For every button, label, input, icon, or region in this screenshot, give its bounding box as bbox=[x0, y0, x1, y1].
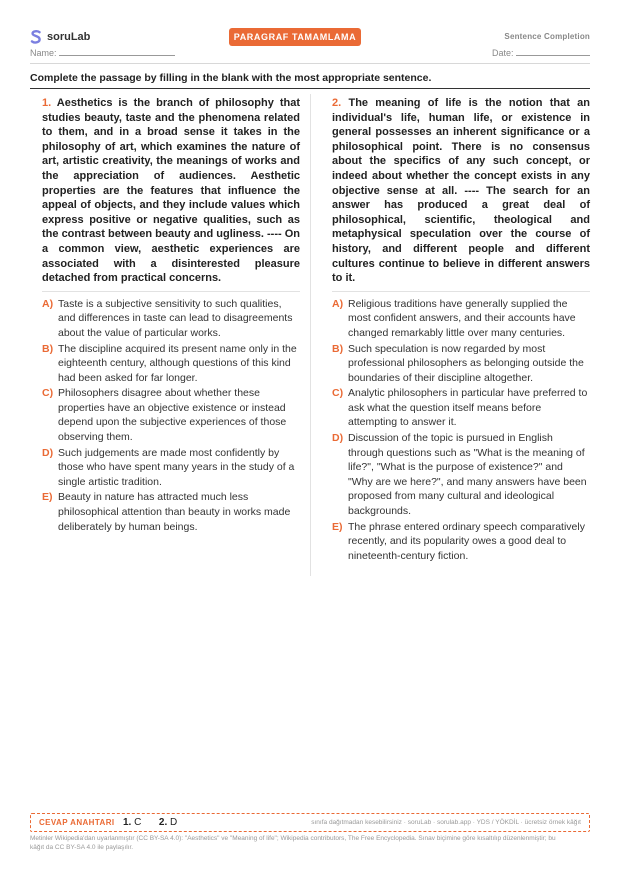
option-letter: D) bbox=[42, 446, 54, 459]
s-logo-icon bbox=[30, 30, 42, 44]
option-text: The phrase entered ordinary speech comparatively recently, and its popularity owes a good deal to nineteenth-century fiction. bbox=[348, 520, 585, 562]
answer-1-number: 1. bbox=[123, 817, 132, 828]
answer-key-title: CEVAP ANAHTARI bbox=[39, 818, 115, 827]
instruction-text: Complete the passage by filling in the blank with the most appropriate sentence. bbox=[30, 72, 432, 84]
question-1-option-d[interactable] bbox=[42, 446, 300, 490]
option-letter: B) bbox=[42, 342, 54, 355]
question-1-option-a[interactable] bbox=[42, 297, 300, 341]
answer-key-info: sınıfa dağıtmadan kesebilirsiniz · soruLab · sorulab.app · YDS / YÖKDİL · ücretsiz örnek kâğıt bbox=[311, 819, 581, 826]
answer-1-value: C bbox=[134, 817, 142, 828]
date-label: Date: bbox=[491, 48, 514, 58]
option-letter: C) bbox=[332, 387, 344, 400]
question-2-passage bbox=[332, 96, 590, 286]
name-label: Name: bbox=[30, 48, 57, 58]
question-1 bbox=[42, 96, 300, 535]
question-1-options bbox=[42, 297, 300, 535]
date-blank-line bbox=[516, 48, 590, 56]
instruction-divider bbox=[30, 88, 590, 89]
option-text: Discussion of the topic is pursued in English through questions such as "What is the meaning of life?", "What is the purpose of existence?" and "Why are we here?", and many answers have been proposed from many cultural and ideological backgrounds. bbox=[348, 432, 587, 518]
question-2-options bbox=[332, 297, 590, 564]
option-letter: E) bbox=[42, 491, 53, 504]
question-1-divider bbox=[42, 291, 300, 292]
question-1-option-e[interactable] bbox=[42, 490, 300, 534]
question-2-divider bbox=[332, 291, 590, 292]
name-date-row bbox=[30, 48, 590, 62]
question-2-option-b[interactable] bbox=[332, 342, 590, 386]
option-text: Taste is a subjective sensitivity to such qualities, and differences in taste can lead to disagreements about the value of particular works. bbox=[58, 297, 293, 339]
section-badge: PARAGRAF TAMAMLAMA bbox=[229, 28, 361, 46]
question-2-text: The meaning of life is the notion that an individual's life, human life, or existence in general possesses an inherent significance or a philosophical point. There is no consensus about the specifics of any such concept, or indeed about whether the concept exists in any objective sense at all. ---- The search for an answer has produced a great deal of philosophical, scientific, theological and metaphysical speculation over the course of history, and different people and different cultures continue to believe in different answers to it. bbox=[332, 97, 590, 285]
section-label: Sentence Completion bbox=[504, 32, 590, 41]
option-letter: C) bbox=[42, 387, 54, 400]
question-2-number: 2. bbox=[332, 97, 342, 109]
answer-key-box bbox=[30, 813, 590, 832]
question-2 bbox=[332, 96, 590, 564]
question-1-passage bbox=[42, 96, 300, 286]
question-2-option-a[interactable] bbox=[332, 297, 590, 341]
option-text: Such judgements are made most confidently by those who have spent many years in the study of a single artistic tradition. bbox=[58, 446, 295, 488]
option-letter: A) bbox=[42, 297, 54, 310]
brand-name: soruLab bbox=[47, 31, 91, 43]
answer-key-answers bbox=[123, 817, 177, 828]
option-text: Such speculation is now regarded by most professional philosophers as belonging outside the boundaries of their discipline altogether. bbox=[348, 342, 584, 384]
answer-2-number: 2. bbox=[158, 817, 168, 828]
option-letter: B) bbox=[332, 342, 344, 355]
question-1-option-b[interactable] bbox=[42, 342, 300, 386]
name-field[interactable] bbox=[30, 48, 175, 58]
answer-2-value: D bbox=[170, 817, 178, 828]
option-text: Philosophers disagree about whether these properties have an objective existence or instead depend upon the subjective experiences of those observing them. bbox=[58, 387, 287, 444]
source-attribution: Metinler Wikipedia'dan uyarlanmıştır (CC BY-SA 4.0): "Aesthetics" ve "Meaning of life"; Wikipedia contributors, The Free Encyclopedia. Sınav biçimine göre kısaltılıp düzenlenmiştir; bu kâğıt da CC BY-SA 4.0 ile paylaşılır. bbox=[30, 835, 556, 851]
name-blank-line bbox=[59, 48, 175, 56]
date-field[interactable] bbox=[492, 48, 590, 58]
question-2-option-c[interactable] bbox=[332, 386, 590, 430]
option-text: The discipline acquired its present name only in the eighteenth century, although questions of this kind had been asked for far longer. bbox=[58, 342, 297, 384]
question-2-option-e[interactable] bbox=[332, 520, 590, 564]
option-text: Beauty in nature has attracted much less philosophical attention than beauty in works made deliberately by human beings. bbox=[58, 491, 291, 533]
header-divider bbox=[30, 63, 590, 64]
option-text: Analytic philosophers in particular have preferred to ask what the question itself means before attempting to answer it. bbox=[348, 387, 588, 429]
option-letter: D) bbox=[332, 432, 344, 445]
page-header bbox=[30, 28, 590, 50]
column-divider bbox=[310, 94, 311, 576]
brand-logo bbox=[30, 30, 90, 44]
question-1-number: 1. bbox=[42, 97, 52, 109]
option-text: Religious traditions have generally supplied the most confident answers, and their accounts have changed remarkably little over many centuries. bbox=[348, 297, 576, 339]
question-1-option-c[interactable] bbox=[42, 386, 300, 444]
question-2-option-d[interactable] bbox=[332, 431, 590, 519]
option-letter: A) bbox=[332, 297, 344, 310]
question-1-text: Aesthetics is the branch of philosophy that studies beauty, taste and the phenomena related to them, and in a broad sense it takes in the philosophy of art, which examines the nature of art, artistic creativity, the meanings of works and the appreciation of audiences. Aesthetic properties are the features that influence the appeal of objects, and they include values which express positive or negative qualities, such as the contrast between beauty and ugliness. ---- On a common view, aesthetic experiences are associated with a disinterested pleasure detached from practical concerns. bbox=[42, 97, 301, 285]
option-letter: E) bbox=[332, 520, 343, 533]
